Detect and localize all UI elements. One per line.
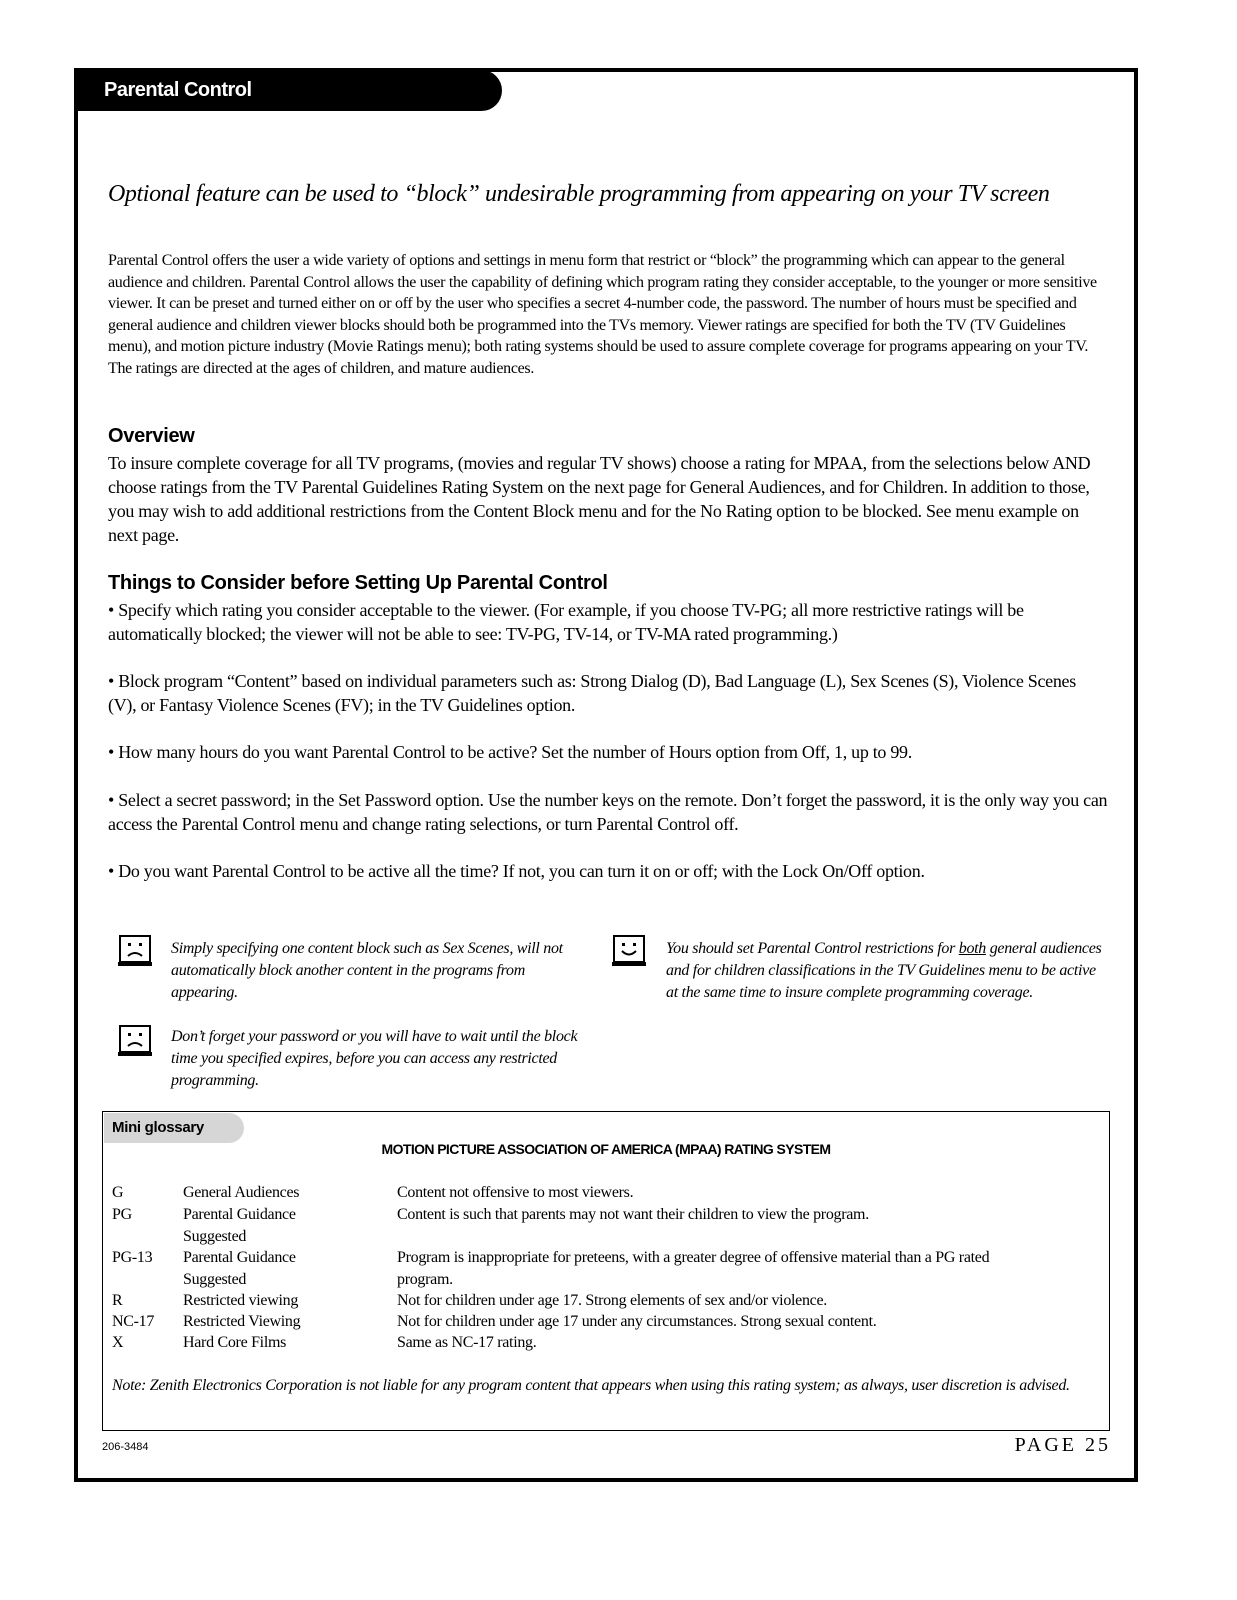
rating-description: Not for children under age 17 under any circumstances. Strong sexual content. (397, 1313, 877, 1330)
rating-code: PG-13 (112, 1249, 153, 1266)
overview-paragraph: To insure complete coverage for all TV programs, (movies and regular TV shows) choose a rating for MPAA, from the selections below AND choose ratings from the TV Parental Guidelines Rating System on the next page for General Audiences, and for Children. In addition to those, you may wish to add additional restrictions from the Content Block menu and for the No Rating option to be blocked. See menu example on next page. (108, 453, 1091, 545)
rating-name: Restricted viewing (183, 1292, 299, 1309)
rating-description: Program is inappropriate for preteens, with a greater degree of offensive material than a PG rated program. (397, 1249, 990, 1288)
consider-bullet-2: • Block program “Content” based on individual parameters such as: Strong Dialog (D), Bad Language (L), Sex Scenes (S), Violence Scenes (V), or Fantasy Violence Scenes (FV); in the TV Guidelines option. (108, 671, 1076, 715)
note-both-classifications: You should set Parental Control restrictions for both general audiences and for children classifications in the TV Guidelines menu to be active at the same time to insure complete programming coverage. (666, 940, 1102, 1001)
rating-description: Content not offensive to most viewers. (397, 1184, 634, 1201)
consider-bullet-3: • How many hours do you want Parental Control to be active? Set the number of Hours option from Off, 1, up to 99. (108, 742, 912, 762)
happy-face-tv-icon (612, 934, 646, 968)
rating-name: Parental Guidance Suggested (183, 1249, 296, 1288)
rating-code: X (112, 1334, 124, 1351)
page-subtitle: Optional feature can be used to “block” undesirable programming from appearing on your TV screen (108, 181, 1050, 207)
rating-description: Same as NC-17 rating. (397, 1334, 537, 1351)
note-content-block: Simply specifying one content block such as Sex Scenes, will not automatically block another content in the programs from appearing. (171, 940, 563, 1001)
liability-note: Note: Zenith Electronics Corporation is not liable for any program content that appears when using this rating system; as always, user discretion is advised. (112, 1377, 1070, 1394)
rating-name: Restricted Viewing (183, 1313, 301, 1330)
overview-heading: Overview (108, 425, 195, 447)
consider-heading: Things to Consider before Setting Up Parental Control (108, 572, 608, 594)
section-tab: Parental Control (76, 70, 502, 111)
sad-face-tv-icon (118, 934, 152, 968)
consider-bullet-1: • Specify which rating you consider acceptable to the viewer. (For example, if you choose TV-PG; all more restrictive ratings will be automatically blocked; the viewer will not be able to see: TV-PG, TV-14, or TV-MA rated programming.) (108, 600, 1024, 644)
consider-bullet-4: • Select a secret password; in the Set Password option. Use the number keys on the remote. Don’t forget the password, it is the only way you can access the Parental Control menu and change rating selections, or turn Parental Control off. (108, 790, 1108, 834)
mini-glossary-tab: Mini glossary (104, 1113, 244, 1143)
rating-name: Parental Guidance Suggested (183, 1206, 296, 1245)
consider-bullet-5: • Do you want Parental Control to be active all the time? If not, you can turn it on or off; with the Lock On/Off option. (108, 861, 925, 881)
page-number: PAGE 25 (1014, 1434, 1111, 1456)
underlined-word: both (958, 940, 986, 957)
rating-description: Not for children under age 17. Strong elements of sex and/or violence. (397, 1292, 827, 1309)
intro-paragraph: Parental Control offers the user a wide variety of options and settings in menu form that restrict or “block” the programming which can appear to the general audience and children. Parental Control allows the user the capability of defining which program rating they consider acceptable, to the younger or more sensitive viewer. It can be preset and turned either on or off by the user who specifies a secret 4-number code, the password. The number of hours must be specified and general audience and children viewer blocks should both be programmed into the TVs memory. Viewer ratings are specified for both the TV (TV Guidelines menu), and motion picture industry (Movie Ratings menu); both rating systems should be used to assure complete coverage for programs appearing on your TV. The ratings are directed at the ages of children, and mature audiences. (108, 252, 1097, 377)
sad-face-tv-icon (118, 1024, 152, 1058)
rating-code: PG (112, 1206, 132, 1223)
mpaa-title: MOTION PICTURE ASSOCIATION OF AMERICA (MPAA) RATING SYSTEM (381, 1141, 831, 1157)
document-number: 206-3484 (102, 1441, 149, 1453)
rating-code: NC-17 (112, 1313, 155, 1330)
rating-description: Content is such that parents may not want their children to view the program. (397, 1206, 869, 1223)
rating-code: R (112, 1292, 123, 1309)
rating-code: G (112, 1184, 124, 1201)
note-password: Don’t forget your password or you will have to wait until the block time you specified expires, before you can access any restricted programming. (171, 1028, 578, 1089)
rating-name: General Audiences (183, 1184, 300, 1201)
rating-name: Hard Core Films (183, 1334, 287, 1351)
